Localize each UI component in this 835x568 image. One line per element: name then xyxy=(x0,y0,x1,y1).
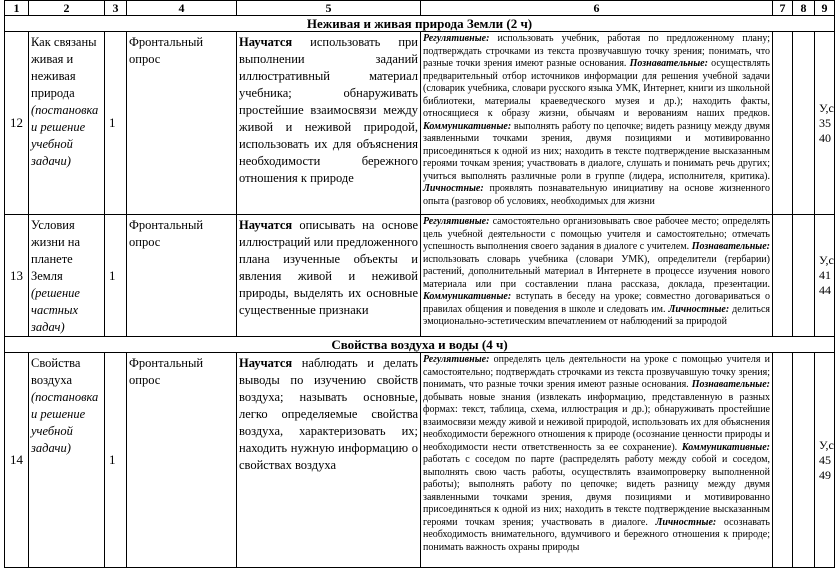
ref-line: У,с xyxy=(819,437,834,452)
ref-line: У,с xyxy=(819,100,834,115)
section-title: Неживая и живая природа Земли (2 ч) xyxy=(5,16,835,32)
uud-cell xyxy=(421,353,773,568)
learning-outcomes xyxy=(237,32,421,215)
outcome-text: описывать на основе иллюстраций или предложенного плана изученные объекты и явления живой и неживой природы, выделять их основные существенные признаки xyxy=(239,218,418,317)
empty-cell xyxy=(773,215,793,337)
uud-text: выполнять работу по цепочке; видеть разницу между двумя заявленными точками зрения, двумя позициями и мотивированно присоединяться к одной из них; находить в тексте подтверждение высказанным героями точкам зрения; участвовать в диалоге, слушать и понимать речь других; учиться выполнять различные роли в группе (лидера, исполнителя, критика). xyxy=(423,120,770,182)
uud-text: самостоятельно организовывать свое рабочее место; определять цель учебной деятельности с помощью учителя и самостоятельно; отмечать успешность выполнения своего задания в диалоге с учителем. xyxy=(423,216,770,252)
header-cell: 2 xyxy=(29,1,105,16)
uud-lead: Коммуникативные: xyxy=(681,441,770,453)
uud-text: осуществлять предварительный отбор источников информации для решения учебной задачи (словарик учебника, словари русского языка УМК, Интернет, книги из школьной библиотеки, материалы краеведческого музея и др.); находить факты, относящиеся к образу жизни, обычаям и верованиям наших предков. xyxy=(423,58,770,119)
table-row xyxy=(5,353,835,568)
topic-note: (постановка и решение учебной задачи) xyxy=(31,103,99,168)
ref-line: 49 xyxy=(819,467,831,482)
header-cell: 9 xyxy=(815,1,835,16)
uud-lead: Регулятивные: xyxy=(423,216,490,227)
header-cell: 4 xyxy=(127,1,237,16)
header-cell: 7 xyxy=(773,1,793,16)
uud-lead: Познавательные: xyxy=(691,379,770,390)
topic-title: Условия жизни на планете Земля xyxy=(31,218,81,283)
empty-cell xyxy=(773,353,793,568)
uud-text: проявлять познавательную инициативу на основе жизненного опыта (разговор об условиях, необходимых для жизни xyxy=(423,183,770,207)
topic-note: (постановка и решение учебной задачи) xyxy=(31,390,99,455)
section-title: Свойства воздуха и воды (4 ч) xyxy=(5,337,835,353)
ref-line: 44 xyxy=(819,283,831,297)
textbook-ref xyxy=(815,32,835,215)
lesson-number: 13 xyxy=(5,215,29,337)
header-cell: 3 xyxy=(105,1,127,16)
lesson-hours: 1 xyxy=(105,353,127,568)
uud-text: осознавать необходимость внимательного, вдумчивого и бережного отношения к природе; понимать важность охраны природы xyxy=(423,516,770,553)
uud-lead: Личностные: xyxy=(668,303,730,315)
lesson-hours: 1 xyxy=(105,215,127,337)
outcome-lead: Научатся xyxy=(239,218,293,232)
ref-line: 40 xyxy=(819,130,831,145)
uud-cell xyxy=(421,215,773,337)
header-cell: 6 xyxy=(421,1,773,16)
empty-cell xyxy=(793,32,815,215)
section-row xyxy=(5,16,835,32)
uud-lead: Познавательные: xyxy=(629,58,708,69)
uud-text: делиться эмоционально-эстетическим впечатлением от наблюдений за природой xyxy=(423,303,770,327)
uud-cell xyxy=(421,32,773,215)
header-cell: 1 xyxy=(5,1,29,16)
control-form: Фронтальный опрос xyxy=(127,215,237,337)
textbook-ref xyxy=(815,215,835,337)
uud-text: использовать словарь учебника (словари УМК), определители (гербарии) растений, дополнительный материал в Интернете в процессе изучения нового материала или при составлении плана рассказа, доклада, презентации. xyxy=(423,253,770,290)
header-row xyxy=(5,1,835,16)
lesson-hours: 1 xyxy=(105,32,127,215)
lesson-plan-table xyxy=(4,0,835,568)
learning-outcomes xyxy=(237,353,421,568)
table-row xyxy=(5,215,835,337)
outcome-lead: Научатся xyxy=(239,35,293,49)
lesson-topic xyxy=(29,215,105,337)
topic-title: Свойства воздуха xyxy=(31,356,81,387)
topic-note: (решение частных задач) xyxy=(31,286,80,334)
lesson-topic xyxy=(29,353,105,568)
empty-cell xyxy=(793,353,815,568)
table-row xyxy=(5,32,835,215)
topic-title: Как связаны живая и неживая природа xyxy=(31,35,97,100)
control-form: Фронтальный опрос xyxy=(127,353,237,568)
uud-lead: Познавательные: xyxy=(691,241,770,252)
lesson-number: 14 xyxy=(5,353,29,568)
uud-lead: Регулятивные: xyxy=(423,354,490,365)
uud-text: определять цель деятельности на уроке с помощью учителя и самостоятельно; подтверждать строчками из текста прозвучавшую точку зрения; понимать, что разные точки зрения имеют разные основания. xyxy=(423,354,770,390)
uud-text: добывать новые знания (извлекать информацию, представленную в разных формах: текст, таблица, схема, иллюстрация и др.); обнаруживать простейшие взаимосвязи между живой и неживой природой, использовать их для объяснения необходимости бережного отношения к природе (осознание ценности природы и необходимости нести ответственность за ее сохранение). xyxy=(423,391,770,453)
control-form: Фронтальный опрос xyxy=(127,32,237,215)
lesson-topic xyxy=(29,32,105,215)
uud-text: работать с соседом по парте (распределять работу между собой и соседом, выполнять свою часть работы, осуществлять взаимопроверку выполненной работы); выполнять работу по цепочке; видеть разницу между двумя заявленными точками зрения, двумя позициями и мотивированно присоединяться к одной из них; находить в тексте подтверждение высказанным героями точкам зрения; участвовать в диалоге. xyxy=(423,454,770,528)
ref-line: 45 xyxy=(819,452,831,467)
ref-line: 35 xyxy=(819,115,831,130)
outcome-text: наблюдать и делать выводы по изучению свойств воздуха; называть основные, легко определяемые свойства воздуха, характеризовать их; находить нужную информацию о свойствах воздуха xyxy=(239,356,418,472)
section-row xyxy=(5,337,835,353)
uud-text: использовать учебник, работая по предложенному плану; подтверждать строчками из текста прозвучавшую точку зрения; понимать, что разные точки зрения имеют разные основания. xyxy=(423,33,770,69)
textbook-ref xyxy=(815,353,835,568)
uud-lead: Коммуникативные: xyxy=(423,291,512,302)
outcome-text: использовать при выполнении заданий иллюстративный материал учебника; обнаруживать простейшие взаимосвязи между живой и неживой природой, использовать их для объяснения необходимости бережного отношения к природе xyxy=(239,35,418,185)
header-cell: 8 xyxy=(793,1,815,16)
empty-cell xyxy=(773,32,793,215)
empty-cell xyxy=(793,215,815,337)
uud-text: вступать в беседу на уроке; совместно договариваться о правилах общения и поведения в школе и следовать им. xyxy=(423,291,770,315)
uud-lead: Личностные: xyxy=(423,183,484,194)
uud-lead: Личностные: xyxy=(655,516,717,528)
uud-lead: Коммуникативные: xyxy=(423,120,512,132)
ref-line: 41 xyxy=(819,268,831,282)
header-cell: 5 xyxy=(237,1,421,16)
lesson-number: 12 xyxy=(5,32,29,215)
outcome-lead: Научатся xyxy=(239,356,293,370)
learning-outcomes xyxy=(237,215,421,337)
ref-line: У,с xyxy=(819,253,834,267)
uud-lead: Регулятивные: xyxy=(423,33,490,44)
